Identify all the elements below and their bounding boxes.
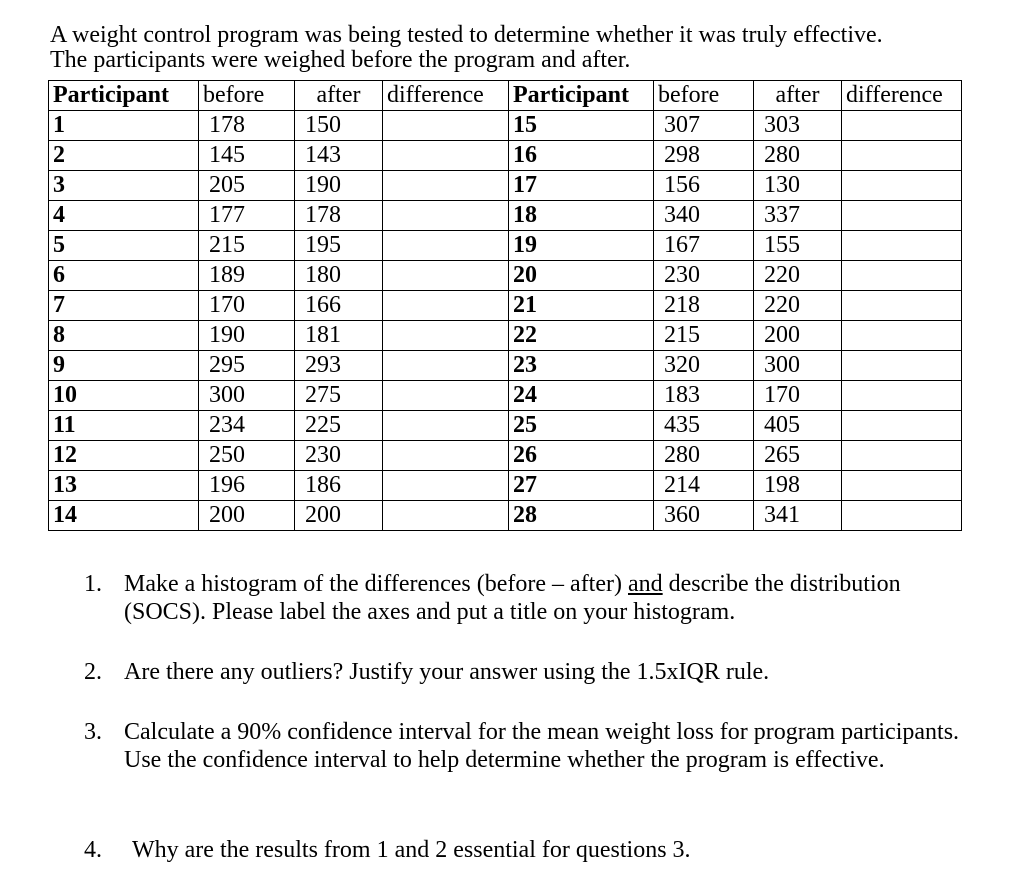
header-before-1: before xyxy=(199,81,295,111)
after-weight: 230 xyxy=(295,441,383,471)
question-text: Calculate a 90% confidence interval for the mean weight loss for program participants. Use the confidence interval to help determine whether the program is effective. xyxy=(124,719,960,773)
participant-id: 12 xyxy=(49,441,199,471)
question-text: Why are the results from 1 and 2 essential for questions 3. xyxy=(132,837,691,863)
participant-id: 23 xyxy=(509,351,654,381)
table-row xyxy=(49,381,962,411)
participant-id: 8 xyxy=(49,321,199,351)
before-weight: 190 xyxy=(199,321,295,351)
difference-cell xyxy=(383,321,509,351)
difference-cell xyxy=(842,501,962,531)
before-weight: 295 xyxy=(199,351,295,381)
table-row xyxy=(49,261,962,291)
participant-id: 15 xyxy=(509,111,654,141)
after-weight: 178 xyxy=(295,201,383,231)
table-row xyxy=(49,291,962,321)
underlined-word: and xyxy=(628,571,663,597)
difference-cell xyxy=(842,231,962,261)
before-weight: 360 xyxy=(654,501,754,531)
difference-cell xyxy=(383,381,509,411)
after-weight: 341 xyxy=(754,501,842,531)
question-number: 1. xyxy=(84,571,102,597)
table-row xyxy=(49,441,962,471)
before-weight: 200 xyxy=(199,501,295,531)
difference-cell xyxy=(842,291,962,321)
before-weight: 145 xyxy=(199,141,295,171)
participant-id: 6 xyxy=(49,261,199,291)
header-after-1: after xyxy=(295,81,383,111)
participant-id: 9 xyxy=(49,351,199,381)
participant-id: 22 xyxy=(509,321,654,351)
before-weight: 300 xyxy=(199,381,295,411)
difference-cell xyxy=(383,231,509,261)
difference-cell xyxy=(842,141,962,171)
question-text: Make a histogram of the differences (before – after) and describe the distribution (SOCS). Please label the axes and put a title on your histogram. xyxy=(124,571,901,625)
difference-cell xyxy=(383,441,509,471)
participant-id: 20 xyxy=(509,261,654,291)
difference-cell xyxy=(383,291,509,321)
before-weight: 307 xyxy=(654,111,754,141)
table-row xyxy=(49,111,962,141)
weights-table xyxy=(48,80,962,531)
before-weight: 435 xyxy=(654,411,754,441)
question-number: 4. xyxy=(84,837,102,863)
before-weight: 250 xyxy=(199,441,295,471)
after-weight: 300 xyxy=(754,351,842,381)
after-weight: 195 xyxy=(295,231,383,261)
after-weight: 143 xyxy=(295,141,383,171)
header-difference-1: difference xyxy=(383,81,509,111)
table-row xyxy=(49,171,962,201)
difference-cell xyxy=(842,351,962,381)
difference-cell xyxy=(383,501,509,531)
question-text: Are there any outliers? Justify your answer using the 1.5xIQR rule. xyxy=(124,659,770,685)
after-weight: 186 xyxy=(295,471,383,501)
before-weight: 218 xyxy=(654,291,754,321)
participant-id: 16 xyxy=(509,141,654,171)
after-weight: 170 xyxy=(754,381,842,411)
difference-cell xyxy=(842,471,962,501)
before-weight: 167 xyxy=(654,231,754,261)
difference-cell xyxy=(383,471,509,501)
table-row xyxy=(49,351,962,381)
difference-cell xyxy=(842,171,962,201)
table-row xyxy=(49,201,962,231)
question-number: 2. xyxy=(84,659,102,685)
after-weight: 303 xyxy=(754,111,842,141)
after-weight: 337 xyxy=(754,201,842,231)
table-row xyxy=(49,321,962,351)
participant-id: 19 xyxy=(509,231,654,261)
difference-cell xyxy=(383,261,509,291)
participant-id: 7 xyxy=(49,291,199,321)
intro-line-1: A weight control program was being tested to determine whether it was truly effective. xyxy=(50,22,883,48)
question-number: 3. xyxy=(84,719,102,745)
difference-cell xyxy=(842,201,962,231)
participant-id: 5 xyxy=(49,231,199,261)
before-weight: 215 xyxy=(199,231,295,261)
after-weight: 200 xyxy=(754,321,842,351)
before-weight: 298 xyxy=(654,141,754,171)
header-participant-2: Participant xyxy=(509,81,654,111)
participant-id: 28 xyxy=(509,501,654,531)
before-weight: 170 xyxy=(199,291,295,321)
difference-cell xyxy=(383,201,509,231)
after-weight: 200 xyxy=(295,501,383,531)
table-row xyxy=(49,411,962,441)
question-4 xyxy=(84,836,964,864)
participant-id: 18 xyxy=(509,201,654,231)
difference-cell xyxy=(842,411,962,441)
before-weight: 214 xyxy=(654,471,754,501)
table-header-row xyxy=(49,81,962,111)
difference-cell xyxy=(842,381,962,411)
before-weight: 156 xyxy=(654,171,754,201)
intro-text xyxy=(50,21,1010,71)
after-weight: 280 xyxy=(754,141,842,171)
after-weight: 166 xyxy=(295,291,383,321)
after-weight: 265 xyxy=(754,441,842,471)
difference-cell xyxy=(383,141,509,171)
difference-cell xyxy=(842,321,962,351)
difference-cell xyxy=(842,261,962,291)
participant-id: 26 xyxy=(509,441,654,471)
table-row xyxy=(49,471,962,501)
participant-id: 14 xyxy=(49,501,199,531)
after-weight: 181 xyxy=(295,321,383,351)
header-before-2: before xyxy=(654,81,754,111)
before-weight: 183 xyxy=(654,381,754,411)
participant-id: 21 xyxy=(509,291,654,321)
after-weight: 405 xyxy=(754,411,842,441)
participant-id: 2 xyxy=(49,141,199,171)
difference-cell xyxy=(383,171,509,201)
before-weight: 205 xyxy=(199,171,295,201)
table-row xyxy=(49,501,962,531)
after-weight: 293 xyxy=(295,351,383,381)
after-weight: 198 xyxy=(754,471,842,501)
difference-cell xyxy=(383,411,509,441)
before-weight: 189 xyxy=(199,261,295,291)
question-2 xyxy=(84,658,964,686)
participant-id: 24 xyxy=(509,381,654,411)
participant-id: 1 xyxy=(49,111,199,141)
before-weight: 340 xyxy=(654,201,754,231)
difference-cell xyxy=(842,441,962,471)
before-weight: 280 xyxy=(654,441,754,471)
participant-id: 11 xyxy=(49,411,199,441)
participant-id: 17 xyxy=(509,171,654,201)
difference-cell xyxy=(383,111,509,141)
difference-cell xyxy=(383,351,509,381)
after-weight: 220 xyxy=(754,291,842,321)
before-weight: 234 xyxy=(199,411,295,441)
participant-id: 10 xyxy=(49,381,199,411)
after-weight: 180 xyxy=(295,261,383,291)
after-weight: 225 xyxy=(295,411,383,441)
difference-cell xyxy=(842,111,962,141)
header-difference-2: difference xyxy=(842,81,962,111)
after-weight: 155 xyxy=(754,231,842,261)
participant-id: 25 xyxy=(509,411,654,441)
table-row xyxy=(49,141,962,171)
after-weight: 150 xyxy=(295,111,383,141)
after-weight: 130 xyxy=(754,171,842,201)
participant-id: 13 xyxy=(49,471,199,501)
before-weight: 320 xyxy=(654,351,754,381)
participant-id: 4 xyxy=(49,201,199,231)
table-row xyxy=(49,231,962,261)
before-weight: 196 xyxy=(199,471,295,501)
after-weight: 220 xyxy=(754,261,842,291)
before-weight: 215 xyxy=(654,321,754,351)
before-weight: 178 xyxy=(199,111,295,141)
header-after-2: after xyxy=(754,81,842,111)
after-weight: 275 xyxy=(295,381,383,411)
before-weight: 177 xyxy=(199,201,295,231)
participant-id: 27 xyxy=(509,471,654,501)
header-participant-1: Participant xyxy=(49,81,199,111)
question-1 xyxy=(84,570,964,626)
after-weight: 190 xyxy=(295,171,383,201)
participant-id: 3 xyxy=(49,171,199,201)
intro-line-2: The participants were weighed before the program and after. xyxy=(50,47,631,73)
before-weight: 230 xyxy=(654,261,754,291)
question-3 xyxy=(84,718,964,774)
